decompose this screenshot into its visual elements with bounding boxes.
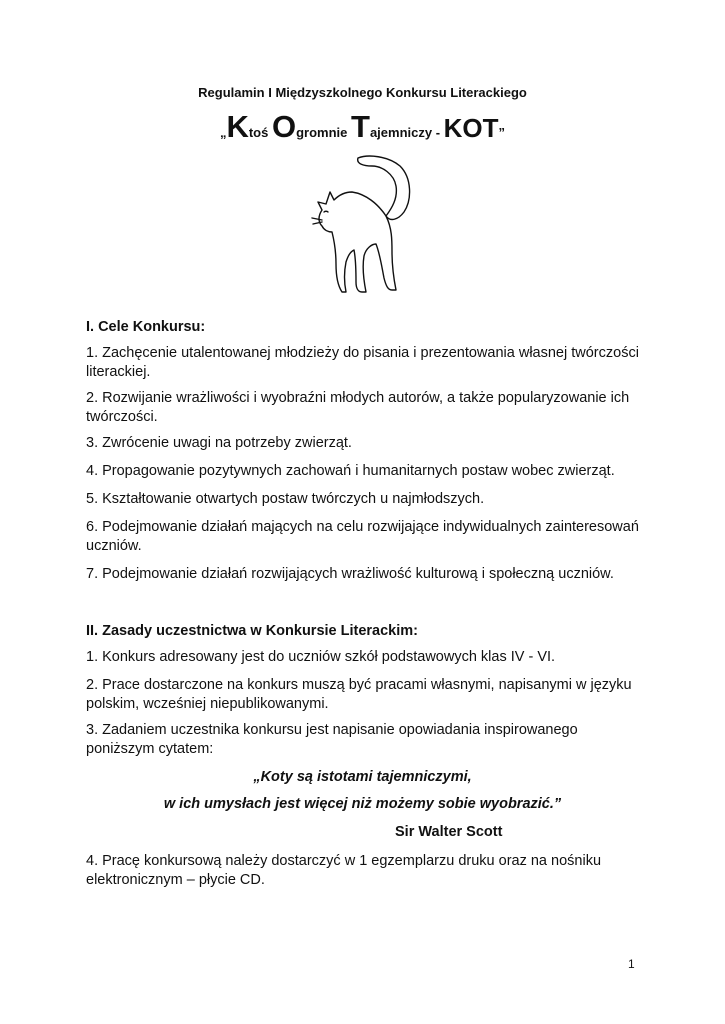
document-title: Regulamin I Międzyszkolnego Konkursu Literackiego [198, 85, 527, 100]
goal-item-text: 7. Podejmowanie działań rozwijających wrażliwość kulturową i społeczną uczniów. [86, 566, 614, 582]
goal-item-text: 3. Zwrócenie uwagi na potrzeby zwierząt. [86, 435, 352, 451]
title-close-quote: ” [498, 125, 506, 140]
goal-item-text: 6. Podejmowanie działań mających na celu rozwijające indywidualnych zainteresowań uczniów. [86, 519, 639, 554]
goal-item-text: 4. Propagowanie pozytywnych zachowań i humanitarnych postaw wobec zwierząt. [86, 463, 615, 479]
goal-item-2 [86, 389, 646, 426]
goal-item-3 [86, 434, 646, 453]
rule-item-1 [86, 648, 646, 667]
quote-line-2: w ich umysłach jest więcej niż możemy sobie wyobrazić.” [163, 796, 562, 812]
goal-item-text: 1. Zachęcenie utalentowanej młodzieży do pisania i prezentowania własnej twórczości literackiej. [86, 345, 639, 380]
rule-item-3 [86, 721, 646, 758]
page-number: 1 [628, 957, 635, 971]
title-word-gromnie: gromnie [296, 125, 351, 140]
quote-author: Sir Walter Scott [395, 824, 503, 840]
goal-item-4 [86, 462, 646, 481]
title-kot: KOT [443, 113, 499, 143]
title-letter-k: K [226, 109, 249, 144]
rule-item-text: 2. Prace dostarczone na konkurs muszą być pracami własnymi, napisanymi w języku polskim, wcześniej niepublikowanymi. [86, 677, 632, 712]
goal-item-7 [86, 565, 646, 584]
section-rules [86, 622, 646, 640]
rule-item-2 [86, 676, 646, 713]
section-goals [86, 318, 646, 336]
goal-item-text: 2. Rozwijanie wrażliwości i wyobraźni młodych autorów, a także popularyzowanie ich twórczości. [86, 390, 630, 425]
goal-item-5 [86, 490, 646, 509]
title-letter-t: T [351, 109, 370, 144]
title-open-quote: „ [219, 125, 227, 140]
quote-line-1: „Koty są istotami tajemniczymi, [253, 769, 472, 785]
title-word-tos: toś [248, 125, 272, 140]
rule-item-text: 4. Pracę konkursową należy dostarczyć w 1 egzemplarzu druku oraz na nośniku elektronicznym – płycie CD. [86, 853, 602, 888]
goal-item-6 [86, 518, 646, 555]
goal-item-1 [86, 344, 646, 381]
section-rules-heading: II. Zasady uczestnictwa w Konkursie Literackim: [86, 623, 418, 639]
rule-item-text: 3. Zadaniem uczestnika konkursu jest napisanie opowiadania inspirowanego poniższym cytatem: [86, 722, 578, 757]
title-letter-o: O [271, 109, 297, 144]
goal-item-text: 5. Kształtowanie otwartych postaw twórczych u najmłodszych. [86, 491, 485, 507]
cat-illustration [300, 152, 420, 302]
rule-item-text: 1. Konkurs adresowany jest do uczniów szkół podstawowych klas IV - VI. [86, 649, 556, 665]
rule-item-4 [86, 852, 646, 889]
section-goals-heading: I. Cele Konkursu: [86, 319, 206, 335]
title-word-ajemniczy: ajemniczy - [369, 125, 444, 140]
contest-title [0, 109, 725, 145]
